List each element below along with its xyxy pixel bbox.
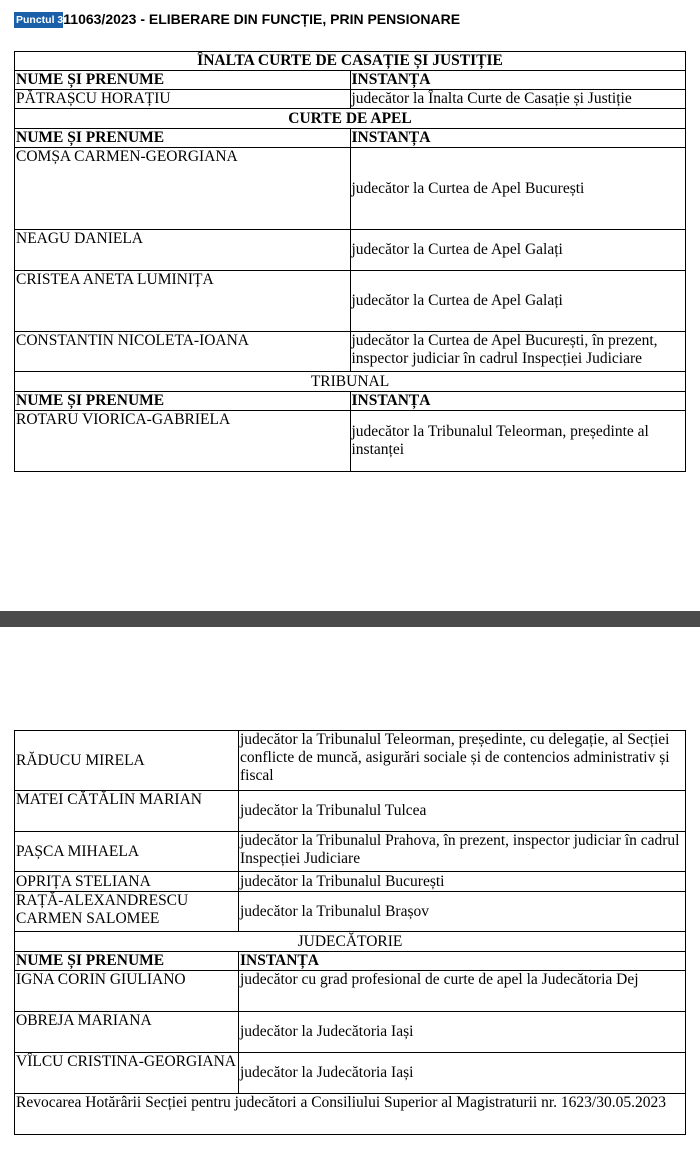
- judge-court: judecător la Curtea de Apel Galați: [350, 271, 686, 332]
- judge-name: ROTARU VIORICA-GABRIELA: [15, 411, 351, 472]
- judge-court: judecător la Tribunalul Teleorman, președinte, cu delegație, al Secției conflicte de muncă, asigurări sociale și de contencios administrativ și fiscal: [239, 731, 686, 791]
- section-title-judecatorie: JUDECĂTORIE: [15, 932, 686, 952]
- table-row: [15, 90, 686, 109]
- judges-table-page-2: [14, 730, 686, 1135]
- table-row: [15, 791, 686, 832]
- decision-title: 11063/2023 - ELIBERARE DIN FUNCȚIE, PRIN PENSIONARE: [63, 11, 461, 27]
- judges-table-page-1: [14, 51, 686, 472]
- column-header-name: NUME ȘI PRENUME: [15, 71, 351, 90]
- table-row: [15, 148, 686, 230]
- column-header-name: NUME ȘI PRENUME: [15, 392, 351, 411]
- judge-name: CRISTEA ANETA LUMINIȚA: [15, 271, 351, 332]
- judge-court: judecător cu grad profesional de curte de apel la Judecătoria Dej: [239, 971, 686, 1012]
- judge-name: PĂTRAȘCU HORAȚIU: [15, 90, 351, 109]
- table-row: [15, 832, 686, 872]
- column-header-name: NUME ȘI PRENUME: [15, 129, 351, 148]
- judge-court: judecător la Curtea de Apel București, în prezent, inspector judiciar în cadrul Inspecției Judiciare: [350, 332, 686, 372]
- judge-court: judecător la Judecătoria Iași: [239, 1012, 686, 1053]
- judge-name: PAȘCA MIHAELA: [15, 832, 239, 872]
- column-header-court: INSTANȚA: [350, 71, 686, 90]
- section-title-apel: CURTE DE APEL: [15, 109, 686, 129]
- judge-court: judecător la Judecătoria Iași: [239, 1053, 686, 1094]
- judge-court: judecător la Tribunalul Teleorman, președinte al instanței: [350, 411, 686, 472]
- table-row: [15, 271, 686, 332]
- table-row: [15, 892, 686, 932]
- table-row: [15, 411, 686, 472]
- column-header-court: INSTANȚA: [350, 392, 686, 411]
- judge-court: judecător la Tribunalul Tulcea: [239, 791, 686, 832]
- judge-name: VÎLCU CRISTINA-GEORGIANA: [15, 1053, 239, 1094]
- judge-name: CONSTANTIN NICOLETA-IOANA: [15, 332, 351, 372]
- column-header-court: INSTANȚA: [350, 129, 686, 148]
- judge-court: judecător la Tribunalul Prahova, în prezent, inspector judiciar în cadrul Inspecției Judiciare: [239, 832, 686, 872]
- column-header-name: NUME ȘI PRENUME: [15, 952, 239, 971]
- table-row: [15, 731, 686, 791]
- table-row: [15, 332, 686, 372]
- judge-name: RAȚĂ-ALEXANDRESCU CARMEN SALOMEE: [15, 892, 239, 932]
- judge-court: judecător la Înalta Curte de Casație și Justiție: [350, 90, 686, 109]
- decision-header: [14, 9, 694, 31]
- table-row: [15, 1053, 686, 1094]
- judge-name: IGNA CORIN GIULIANO: [15, 971, 239, 1012]
- page-break-separator: [0, 611, 700, 627]
- table-row: [15, 872, 686, 892]
- item-tag: Punctul 3: [16, 14, 64, 26]
- judge-court: judecător la Curtea de Apel București: [350, 148, 686, 230]
- judge-name: RĂDUCU MIRELA: [15, 731, 239, 791]
- table-row: [15, 230, 686, 271]
- revocation-note: Revocarea Hotărârii Secției pentru judecători a Consiliului Superior al Magistraturii nr. 1623/30.05.2023: [15, 1094, 686, 1135]
- table-row: [15, 1012, 686, 1053]
- section-title-tribunal: TRIBUNAL: [15, 372, 686, 392]
- section-title-iccj: ÎNALTA CURTE DE CASAȚIE ȘI JUSTIȚIE: [15, 52, 686, 71]
- table-row: [15, 971, 686, 1012]
- judge-court: judecător la Tribunalul București: [239, 872, 686, 892]
- judge-name: OBREJA MARIANA: [15, 1012, 239, 1053]
- judge-court: judecător la Curtea de Apel Galați: [350, 230, 686, 271]
- judge-name: NEAGU DANIELA: [15, 230, 351, 271]
- column-header-court: INSTANȚA: [239, 952, 686, 971]
- judge-name: OPRIȚA STELIANA: [15, 872, 239, 892]
- judge-name: COMȘA CARMEN-GEORGIANA: [15, 148, 351, 230]
- judge-name: MATEI CĂTĂLIN MARIAN: [15, 791, 239, 832]
- judge-court: judecător la Tribunalul Brașov: [239, 892, 686, 932]
